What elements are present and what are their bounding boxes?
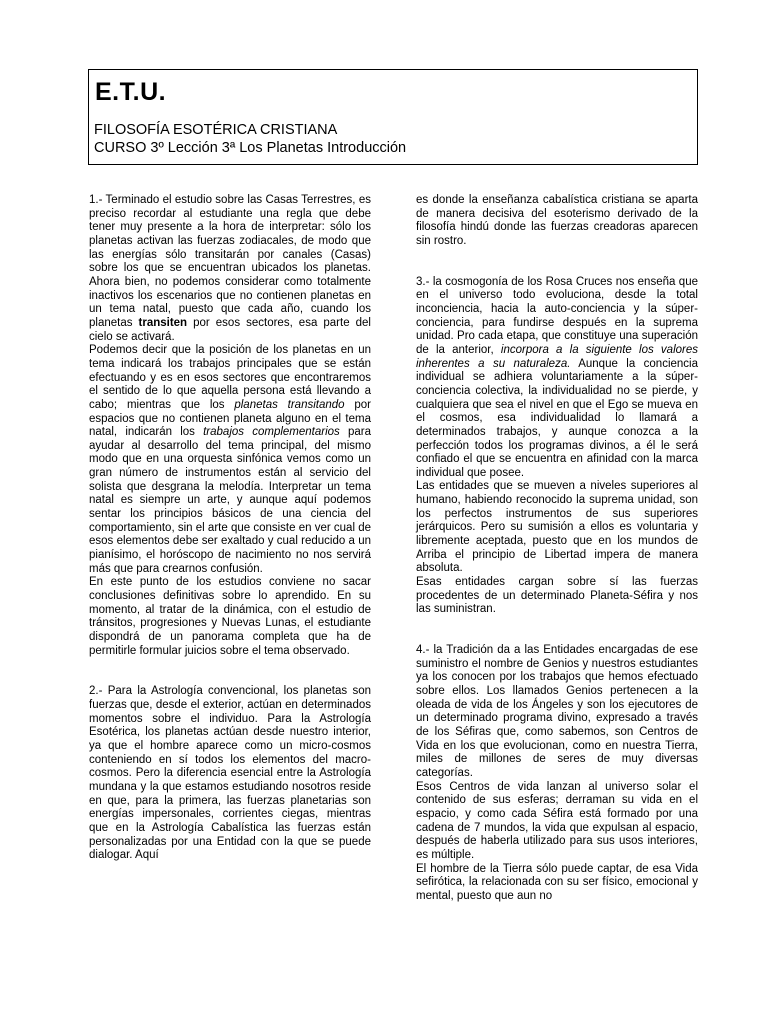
paragraph: 4.- la Tradición da a las Entidades encargadas de ese suministro el nombre de Genios y nuestros estudiantes ya los conocen por los trabajos que hemos efectuado sobre ellos. Los llamados Genios pertenecen a la oleada de vida de los Ángeles y son los ejecutores de un determinado programa divino, expresado a través de los Séfiras que, como sabemos, son Centros de Vida en los que evolucionan, como en nuestra Tierra, miles de millones de seres de muy diversas categorías.: [416, 644, 698, 779]
spacer: [416, 249, 698, 276]
paragraph: Las entidades que se mueven a niveles superiores al humano, habiendo reconocido la suprema unidad, son los perfectos instrumentos de sus superiores jerárquicos. Pero su sumisión a ellos es voluntaria y libremente aceptada, puesto que en los mundos de Arriba el principio de Libertad impera de manera absoluta.: [416, 480, 698, 575]
paragraph: 2.- Para la Astrología convencional, los planetas son fuerzas que, desde el exterior, actúan en determinados momentos sobre el individuo. Para la Astrología Esotérica, los planetas actúan desde nuestro interior, ya que el hombre aparece como un micro-cosmos conteniendo en sí todos los elementos del macro-cosmos. Pero la diferencia esencial entre la Astrología mundana y la que estamos estudiando nosotros reside en que, para la primera, las fuerzas planetarias son energías impersonales, corrientes ciegas, mientras que en la Astrología Cabalística las fuerzas están personalizadas por una Entidad con la que se puede dialogar. Aquí: [89, 685, 371, 862]
header-box: [88, 69, 698, 165]
spacer: [416, 617, 698, 644]
paragraph: [89, 194, 371, 344]
paragraph: [416, 276, 698, 481]
text-run: 3.- la cosmogonía de los Rosa Cruces nos enseña que en el universo todo evoluciona, desde la total inconciencia, hacia la auto-conciencia y la súper-conciencia, para fundirse después en la suprema unidad. Pro cada etapa, que constituye una superación de la anterior,: [416, 275, 698, 356]
text-run: Podemos decir que la posición de los planetas en un tema indicará los trabajos principales que se están efectuando y es en esos sectores que encontraremos el sentido de lo que aquella persona está llevando a cabo; mientras que los: [89, 344, 371, 411]
text-run: por espacios que no contienen planeta alguno en el tema natal, indicarán los: [89, 398, 371, 439]
left-column: [89, 194, 371, 863]
italic-text: trabajos complementarios: [203, 426, 340, 439]
bold-text: transiten: [138, 316, 188, 329]
text-run: por esos sectores, esa parte del cielo se activará.: [89, 316, 371, 343]
right-column: [416, 194, 698, 904]
text-run: 1.- Terminado el estudio sobre las Casas Terrestres, es preciso recordar al estudiante una regla que debe tener muy presente a la hora de interpretar: sólo los planetas activan las fuerzas zodiacales, de modo que las energías sólo transitarán por canales (Casas) sobre los que se encuentran ubicados los planetas. Ahora bien, no podemos considerar como totalmente inactivos los escenarios que no contienen planetas en un tema natal, puesto que cada año, cuando los planetas: [89, 194, 371, 329]
paragraph: Esas entidades cargan sobre sí las fuerzas procedentes de un determinado Planeta-Séfira y nos las suministran.: [416, 576, 698, 616]
paragraph: [89, 344, 371, 576]
paragraph: Esos Centros de vida lanzan al universo solar el contenido de sus esferas; derraman su vida en el espacio, y como cada Séfira está formado por una cadena de 7 mundos, la vida que expulsan al espacio, después de haberla utilizado para sus usos interiores, es múltiple.: [416, 780, 698, 861]
text-run: para ayudar al desarrollo del tema principal, del mismo modo que en una orquesta sinfónica vemos como un gran número de instrumentos están al servicio del solista que desgrana la melodía. Interpretar un tema natal es siempre un arte, y aunque aquí podemos sentar los principios básicos de una ciencia del comportamiento, sin el arte que consiste en ver cual de esos elementos debe ser exaltado y cual reducido a un pianísimo, el horóscopo de nacimiento no nos servirá más que para crearnos confusión.: [89, 426, 372, 575]
paragraph: El hombre de la Tierra sólo puede captar, de esa Vida sefirótica, la relacionada con su ser físico, emocional y mental, puesto que aun no: [416, 862, 698, 902]
paragraph: es donde la enseñanza cabalística cristiana se aparta de manera decisiva del esoterismo derivado de la filosofía hindú donde las fuerzas creadoras aparecen sin rostro.: [416, 194, 698, 247]
header-subtitle: FILOSOFÍA ESOTÉRICA CRISTIANA: [94, 122, 338, 138]
spacer: [89, 658, 371, 685]
italic-text: planetas transitando: [234, 398, 345, 411]
paragraph: En este punto de los estudios conviene no sacar conclusiones definitivas sobre lo aprendido. En su momento, al tratar de la dinámica, con el estudio de tránsitos, progresiones y Nuevas Lunas, el estudiante dispondrá de un panorama completa que ha de permitirle formular juicios sobre el tema observado.: [89, 576, 371, 657]
header-title: E.T.U.: [95, 78, 167, 106]
text-run: Aunque la conciencia individual se adhiera voluntariamente a la súper-conciencia colectiva, la individualidad no se pierde, y cualquiera que sea el nivel en que el Ego se mueva en el cosmos, esa individualidad lo llamará a determinados trabajos, y aunque conozca a la perfección todos los programas divinos, a él le será confiado el que se encuentra en afinidad con la marca individual que posee.: [416, 357, 698, 479]
header-course: CURSO 3º Lección 3ª Los Planetas Introducción: [94, 140, 407, 156]
italic-text: incorpora a la siguiente los valores inherentes a su naturaleza.: [416, 343, 698, 370]
